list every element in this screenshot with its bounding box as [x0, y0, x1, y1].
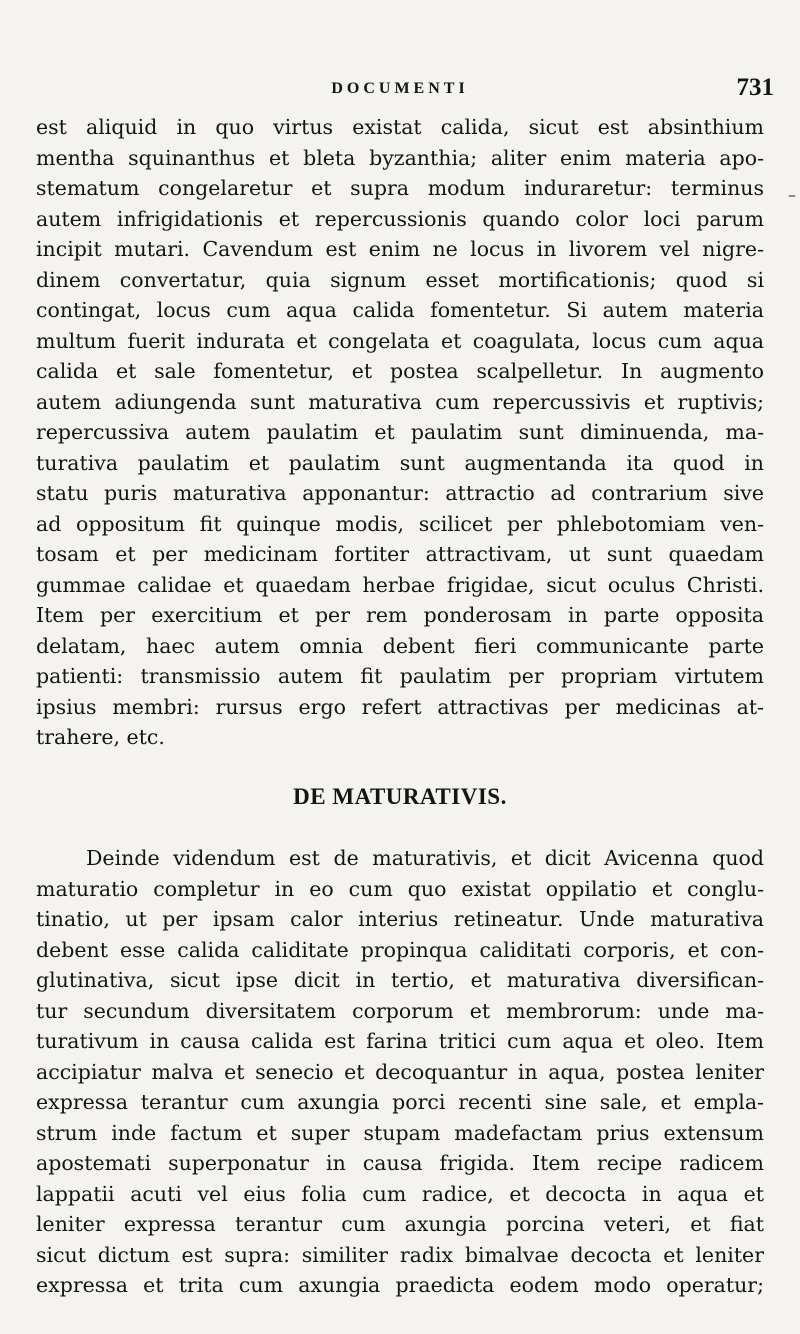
text-line: Deinde videndum est de maturativis, et dicit Avicenna quod [86, 846, 764, 870]
running-head-title: DOCUMENTI [331, 80, 469, 97]
text-line: statu puris maturativa apponantur: attractio ad contrarium sive [36, 481, 764, 505]
text-line: mentha squinanthus et bleta byzanthia; aliter enim materia apo- [36, 145, 764, 170]
text-line: maturatio completur in eo cum quo existat oppilatio et conglu- [36, 876, 764, 901]
text-line: patienti: transmissio autem fit paulatim per propriam virtutem [36, 664, 764, 688]
text-line: leniter expressa terantur cum axungia porcina veteri, et fiat [36, 1212, 764, 1236]
text-line: tosam et per medicinam fortiter attractivam, ut sunt quaedam [36, 542, 764, 566]
text-line: stematum congelaretur et supra modum induraretur: terminus [36, 176, 764, 200]
text-line: tinatio, ut per ipsam calor interius retineatur. Unde maturativa [36, 907, 764, 931]
text-line: trahere, etc. [36, 725, 165, 749]
text-line: apostemati superponatur in causa frigida. Item recipe radicem [36, 1151, 764, 1175]
text-line: calida et sale fomentetur, et postea scalpelletur. In augmento [36, 359, 764, 383]
text-line: delatam, haec autem omnia debent fieri communicante parte [36, 633, 764, 658]
text-line: expressa terantur cum axungia porci recenti sine sale, et empla- [36, 1090, 764, 1114]
text-line: multum fuerit indurata et congelata et coagulata, locus cum aqua [36, 328, 764, 353]
text-line: debent esse calida caliditate propinqua caliditati corporis, et con- [36, 937, 764, 962]
paragraph-2 [36, 843, 764, 1301]
text-line: dinem convertatur, quia signum esset mortificationis; quod si [36, 267, 764, 292]
text-line: glutinativa, sicut ipse dicit in tertio, et maturativa diversifican- [36, 968, 764, 992]
text-line: Item per exercitium et per rem ponderosam in parte opposita [36, 603, 764, 627]
text-line: accipiatur malva et senecio et decoquantur in aqua, postea leniter [36, 1059, 764, 1084]
text-line: est aliquid in quo virtus existat calida, sicut est absinthium [36, 115, 764, 139]
page-number: 731 [736, 74, 774, 101]
text-line: autem infrigidationis et repercussionis quando color loci parum [36, 206, 764, 231]
text-line: incipit mutari. Cavendum est enim ne locus in livorem vel nigre- [36, 237, 764, 261]
section-heading: DE MATURATIVIS. [293, 784, 507, 809]
text-line: gummae calidae et quaedam herbae frigidae, sicut oculus Christi. [36, 572, 764, 597]
text-line: repercussiva autem paulatim et paulatim sunt diminuenda, ma- [36, 420, 764, 444]
text-line: contingat, locus cum aqua calida fomentetur. Si autem materia [36, 298, 764, 322]
text-line: turativa paulatim et paulatim sunt augmentanda ita quod in [36, 450, 764, 475]
text-line: lappatii acuti vel eius folia cum radice, et decocta in aqua et [36, 1181, 764, 1206]
text-line: sicut dictum est supra: similiter radix bimalvae decocta et leniter [36, 1242, 764, 1267]
running-head [0, 74, 800, 104]
text-line: tur secundum diversitatem corporum et membrorum: unde ma- [36, 998, 764, 1023]
margin-mark: – [788, 185, 796, 204]
text-line: ipsius membri: rursus ergo refert attractivas per medicinas at- [36, 694, 764, 719]
text-line: autem adiungenda sunt maturativa cum repercussivis et ruptivis; [36, 389, 764, 414]
text-line: ad oppositum fit quinque modis, scilicet per phlebotomiam ven- [36, 511, 764, 536]
text-line: expressa et trita cum axungia praedicta eodem modo operatur; [36, 1273, 764, 1297]
text-line: strum inde factum et super stupam madefactam prius extensum [36, 1120, 764, 1145]
paragraph-1 [36, 112, 764, 753]
text-line: turativum in causa calida est farina tritici cum aqua et oleo. Item [36, 1029, 764, 1053]
